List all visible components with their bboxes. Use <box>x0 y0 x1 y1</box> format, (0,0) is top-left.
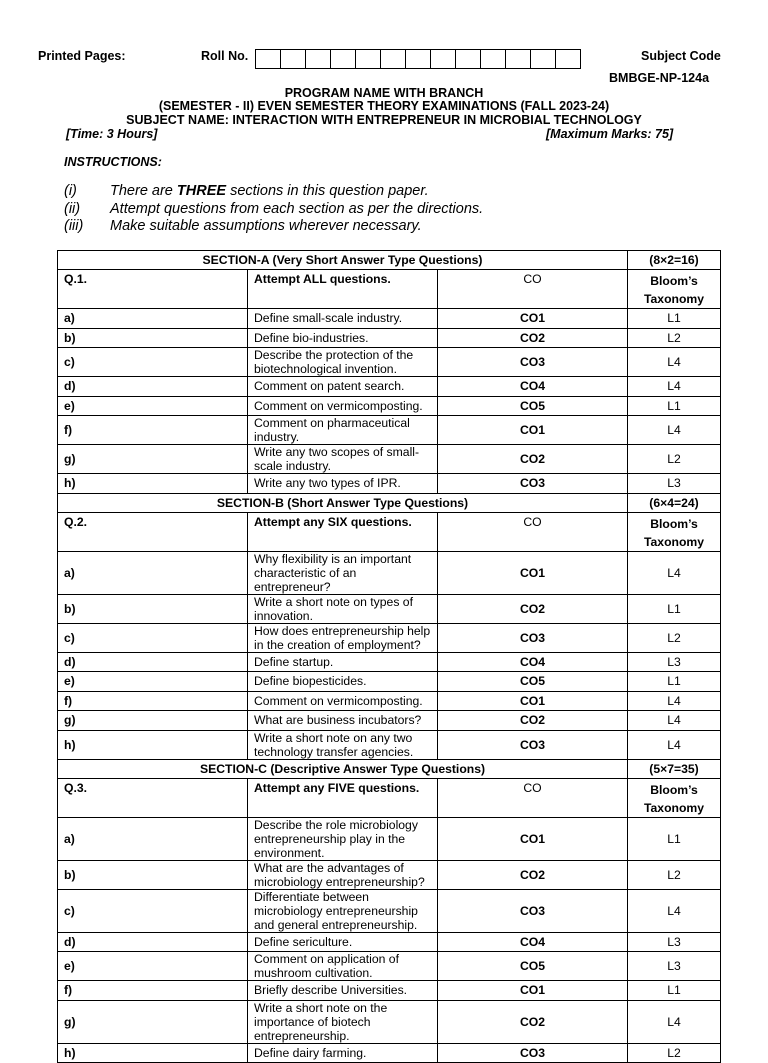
course-outcome: CO4 <box>438 932 628 952</box>
course-outcome: CO3 <box>438 623 628 652</box>
roll-digit-box[interactable] <box>355 49 381 69</box>
course-outcome: CO2 <box>438 445 628 474</box>
roll-no-label: Roll No. <box>201 49 249 63</box>
question-label: h) <box>58 730 248 759</box>
course-outcome: CO1 <box>438 691 628 711</box>
question-header-row <box>58 512 721 551</box>
instruction-text: sections in this question paper. <box>226 183 429 199</box>
question-row <box>58 348 721 377</box>
question-label: f) <box>58 981 248 1001</box>
blooms-level: L2 <box>628 623 721 652</box>
course-outcome: CO3 <box>438 1043 628 1063</box>
blooms-level: L3 <box>628 932 721 952</box>
question-row <box>58 474 721 494</box>
section-title: SECTION-A (Very Short Answer Type Questions) <box>58 251 628 270</box>
blooms-level: L3 <box>628 952 721 981</box>
question-text: Write a short note on any two technology transfer agencies. <box>248 730 438 759</box>
instruction-item <box>64 201 483 217</box>
roll-no-boxes[interactable] <box>256 49 581 69</box>
blooms-level: L3 <box>628 474 721 494</box>
question-text: Comment on application of mushroom cultivation. <box>248 952 438 981</box>
instruction-number: (i) <box>64 183 77 199</box>
question-row <box>58 932 721 952</box>
course-outcome: CO3 <box>438 730 628 759</box>
question-text: Define small-scale industry. <box>248 309 438 329</box>
question-label: d) <box>58 652 248 672</box>
course-outcome: CO3 <box>438 889 628 932</box>
question-row <box>58 952 721 981</box>
instruction-text: There are <box>110 183 177 199</box>
question-header-row <box>58 270 721 309</box>
blooms-level: L4 <box>628 551 721 594</box>
instruction-text: Attempt questions from each section as per the directions. <box>110 201 484 217</box>
question-label: b) <box>58 328 248 348</box>
blooms-level: L1 <box>628 817 721 860</box>
question-number: Q.1. <box>58 270 248 309</box>
blooms-level: L1 <box>628 594 721 623</box>
question-instruction: Attempt any FIVE questions. <box>248 778 438 817</box>
co-header: CO <box>438 270 628 309</box>
blooms-level: L4 <box>628 348 721 377</box>
maximum-marks: [Maximum Marks: 75] <box>546 127 674 141</box>
question-label: f) <box>58 416 248 445</box>
question-row <box>58 860 721 889</box>
question-label: c) <box>58 889 248 932</box>
question-row <box>58 691 721 711</box>
question-row <box>58 416 721 445</box>
question-label: g) <box>58 445 248 474</box>
blooms-level: L4 <box>628 889 721 932</box>
roll-digit-box[interactable] <box>455 49 481 69</box>
instruction-item <box>64 183 429 199</box>
question-table <box>57 250 721 1063</box>
instructions-title: INSTRUCTIONS: <box>64 155 162 169</box>
blooms-level: L1 <box>628 396 721 416</box>
question-row <box>58 1000 721 1043</box>
blooms-level: L2 <box>628 445 721 474</box>
semester-line: (SEMESTER - II) EVEN SEMESTER THEORY EXAMINATIONS (FALL 2023-24) <box>158 99 610 113</box>
course-outcome: CO5 <box>438 672 628 692</box>
question-label: b) <box>58 860 248 889</box>
roll-digit-box[interactable] <box>280 49 306 69</box>
co-header: CO <box>438 778 628 817</box>
question-label: a) <box>58 309 248 329</box>
question-row <box>58 396 721 416</box>
course-outcome: CO2 <box>438 328 628 348</box>
blooms-level: L2 <box>628 860 721 889</box>
subject-name: SUBJECT NAME: INTERACTION WITH ENTREPRENEUR IN MICROBIAL TECHNOLOGY <box>126 113 642 127</box>
blooms-level: L4 <box>628 711 721 731</box>
question-header-row <box>58 778 721 817</box>
course-outcome: CO1 <box>438 817 628 860</box>
question-label: c) <box>58 348 248 377</box>
blooms-taxonomy-header: Bloom’s Taxonomy <box>628 778 721 817</box>
blooms-level: L4 <box>628 416 721 445</box>
course-outcome: CO1 <box>438 981 628 1001</box>
question-label: h) <box>58 474 248 494</box>
instruction-number: (ii) <box>64 201 81 217</box>
question-text: Define bio-industries. <box>248 328 438 348</box>
blooms-level: L2 <box>628 328 721 348</box>
section-header-row <box>58 759 721 778</box>
question-text: Differentiate between microbiology entrepreneurship and general entrepreneurship. <box>248 889 438 932</box>
question-instruction: Attempt any SIX questions. <box>248 512 438 551</box>
course-outcome: CO5 <box>438 396 628 416</box>
question-text: Write any two types of IPR. <box>248 474 438 494</box>
section-marks: (5×7=35) <box>628 759 721 778</box>
question-row <box>58 377 721 397</box>
question-row <box>58 652 721 672</box>
question-label: e) <box>58 396 248 416</box>
co-header: CO <box>438 512 628 551</box>
question-text: Briefly describe Universities. <box>248 981 438 1001</box>
blooms-level: L4 <box>628 1000 721 1043</box>
course-outcome: CO3 <box>438 474 628 494</box>
course-outcome: CO2 <box>438 711 628 731</box>
question-row <box>58 711 721 731</box>
section-marks: (6×4=24) <box>628 493 721 512</box>
instruction-number: (iii) <box>64 218 84 234</box>
question-number: Q.2. <box>58 512 248 551</box>
question-label: g) <box>58 711 248 731</box>
section-header-row <box>58 251 721 270</box>
question-text: How does entrepreneurship help in the creation of employment? <box>248 623 438 652</box>
roll-digit-box[interactable] <box>380 49 406 69</box>
question-row <box>58 623 721 652</box>
roll-digit-box[interactable] <box>330 49 356 69</box>
question-text: Define biopesticides. <box>248 672 438 692</box>
question-text: Write a short note on the importance of biotech entrepreneurship. <box>248 1000 438 1043</box>
section-title: SECTION-B (Short Answer Type Questions) <box>58 493 628 512</box>
roll-digit-box[interactable] <box>255 49 281 69</box>
course-outcome: CO2 <box>438 1000 628 1043</box>
question-text: Comment on vermicomposting. <box>248 396 438 416</box>
roll-digit-box[interactable] <box>530 49 556 69</box>
printed-pages-label: Printed Pages: <box>38 49 126 63</box>
course-outcome: CO2 <box>438 594 628 623</box>
question-row <box>58 328 721 348</box>
roll-digit-box[interactable] <box>505 49 531 69</box>
question-row <box>58 730 721 759</box>
question-text: What are business incubators? <box>248 711 438 731</box>
blooms-level: L4 <box>628 691 721 711</box>
question-row <box>58 551 721 594</box>
question-text: Comment on pharmaceutical industry. <box>248 416 438 445</box>
question-row <box>58 817 721 860</box>
course-outcome: CO1 <box>438 416 628 445</box>
question-label: b) <box>58 594 248 623</box>
blooms-level: L2 <box>628 1043 721 1063</box>
course-outcome: CO4 <box>438 652 628 672</box>
blooms-taxonomy-header: Bloom’s Taxonomy <box>628 270 721 309</box>
roll-digit-box[interactable] <box>480 49 506 69</box>
roll-digit-box[interactable] <box>305 49 331 69</box>
question-label: e) <box>58 672 248 692</box>
course-outcome: CO2 <box>438 860 628 889</box>
section-title: SECTION-C (Descriptive Answer Type Questions) <box>58 759 628 778</box>
blooms-level: L1 <box>628 309 721 329</box>
program-name: PROGRAM NAME WITH BRANCH <box>284 86 484 100</box>
section-header-row <box>58 493 721 512</box>
question-text: Define dairy farming. <box>248 1043 438 1063</box>
question-label: a) <box>58 551 248 594</box>
question-row <box>58 889 721 932</box>
subject-code: BMBGE-NP-124a <box>609 71 710 85</box>
question-row <box>58 1043 721 1063</box>
question-text: Describe the protection of the biotechnological invention. <box>248 348 438 377</box>
exam-time: [Time: 3 Hours] <box>66 127 158 141</box>
question-text: Comment on vermicomposting. <box>248 691 438 711</box>
question-label: h) <box>58 1043 248 1063</box>
question-row <box>58 594 721 623</box>
course-outcome: CO3 <box>438 348 628 377</box>
course-outcome: CO1 <box>438 309 628 329</box>
question-text: Write any two scopes of small-scale industry. <box>248 445 438 474</box>
question-instruction: Attempt ALL questions. <box>248 270 438 309</box>
question-row <box>58 981 721 1001</box>
question-label: f) <box>58 691 248 711</box>
blooms-level: L4 <box>628 730 721 759</box>
instruction-item <box>64 218 422 234</box>
roll-digit-box[interactable] <box>555 49 581 69</box>
blooms-level: L1 <box>628 672 721 692</box>
section-marks: (8×2=16) <box>628 251 721 270</box>
question-label: d) <box>58 932 248 952</box>
roll-digit-box[interactable] <box>405 49 431 69</box>
instruction-text: Make suitable assumptions wherever necessary. <box>110 218 422 234</box>
question-label: a) <box>58 817 248 860</box>
question-text: Why flexibility is an important characteristic of an entrepreneur? <box>248 551 438 594</box>
instruction-emphasis: THREE <box>176 183 227 199</box>
question-text: Define sericulture. <box>248 932 438 952</box>
question-text: Define startup. <box>248 652 438 672</box>
blooms-level: L1 <box>628 981 721 1001</box>
blooms-level: L3 <box>628 652 721 672</box>
blooms-level: L4 <box>628 377 721 397</box>
question-text: Write a short note on types of innovation. <box>248 594 438 623</box>
question-label: d) <box>58 377 248 397</box>
course-outcome: CO4 <box>438 377 628 397</box>
question-text: Describe the role microbiology entrepreneurship play in the environment. <box>248 817 438 860</box>
question-label: c) <box>58 623 248 652</box>
question-row <box>58 445 721 474</box>
course-outcome: CO1 <box>438 551 628 594</box>
question-text: Comment on patent search. <box>248 377 438 397</box>
question-row <box>58 672 721 692</box>
question-label: g) <box>58 1000 248 1043</box>
course-outcome: CO5 <box>438 952 628 981</box>
question-text: What are the advantages of microbiology entrepreneurship? <box>248 860 438 889</box>
roll-digit-box[interactable] <box>430 49 456 69</box>
blooms-taxonomy-header: Bloom’s Taxonomy <box>628 512 721 551</box>
subject-code-label: Subject Code <box>641 49 721 63</box>
question-row <box>58 309 721 329</box>
question-label: e) <box>58 952 248 981</box>
question-number: Q.3. <box>58 778 248 817</box>
